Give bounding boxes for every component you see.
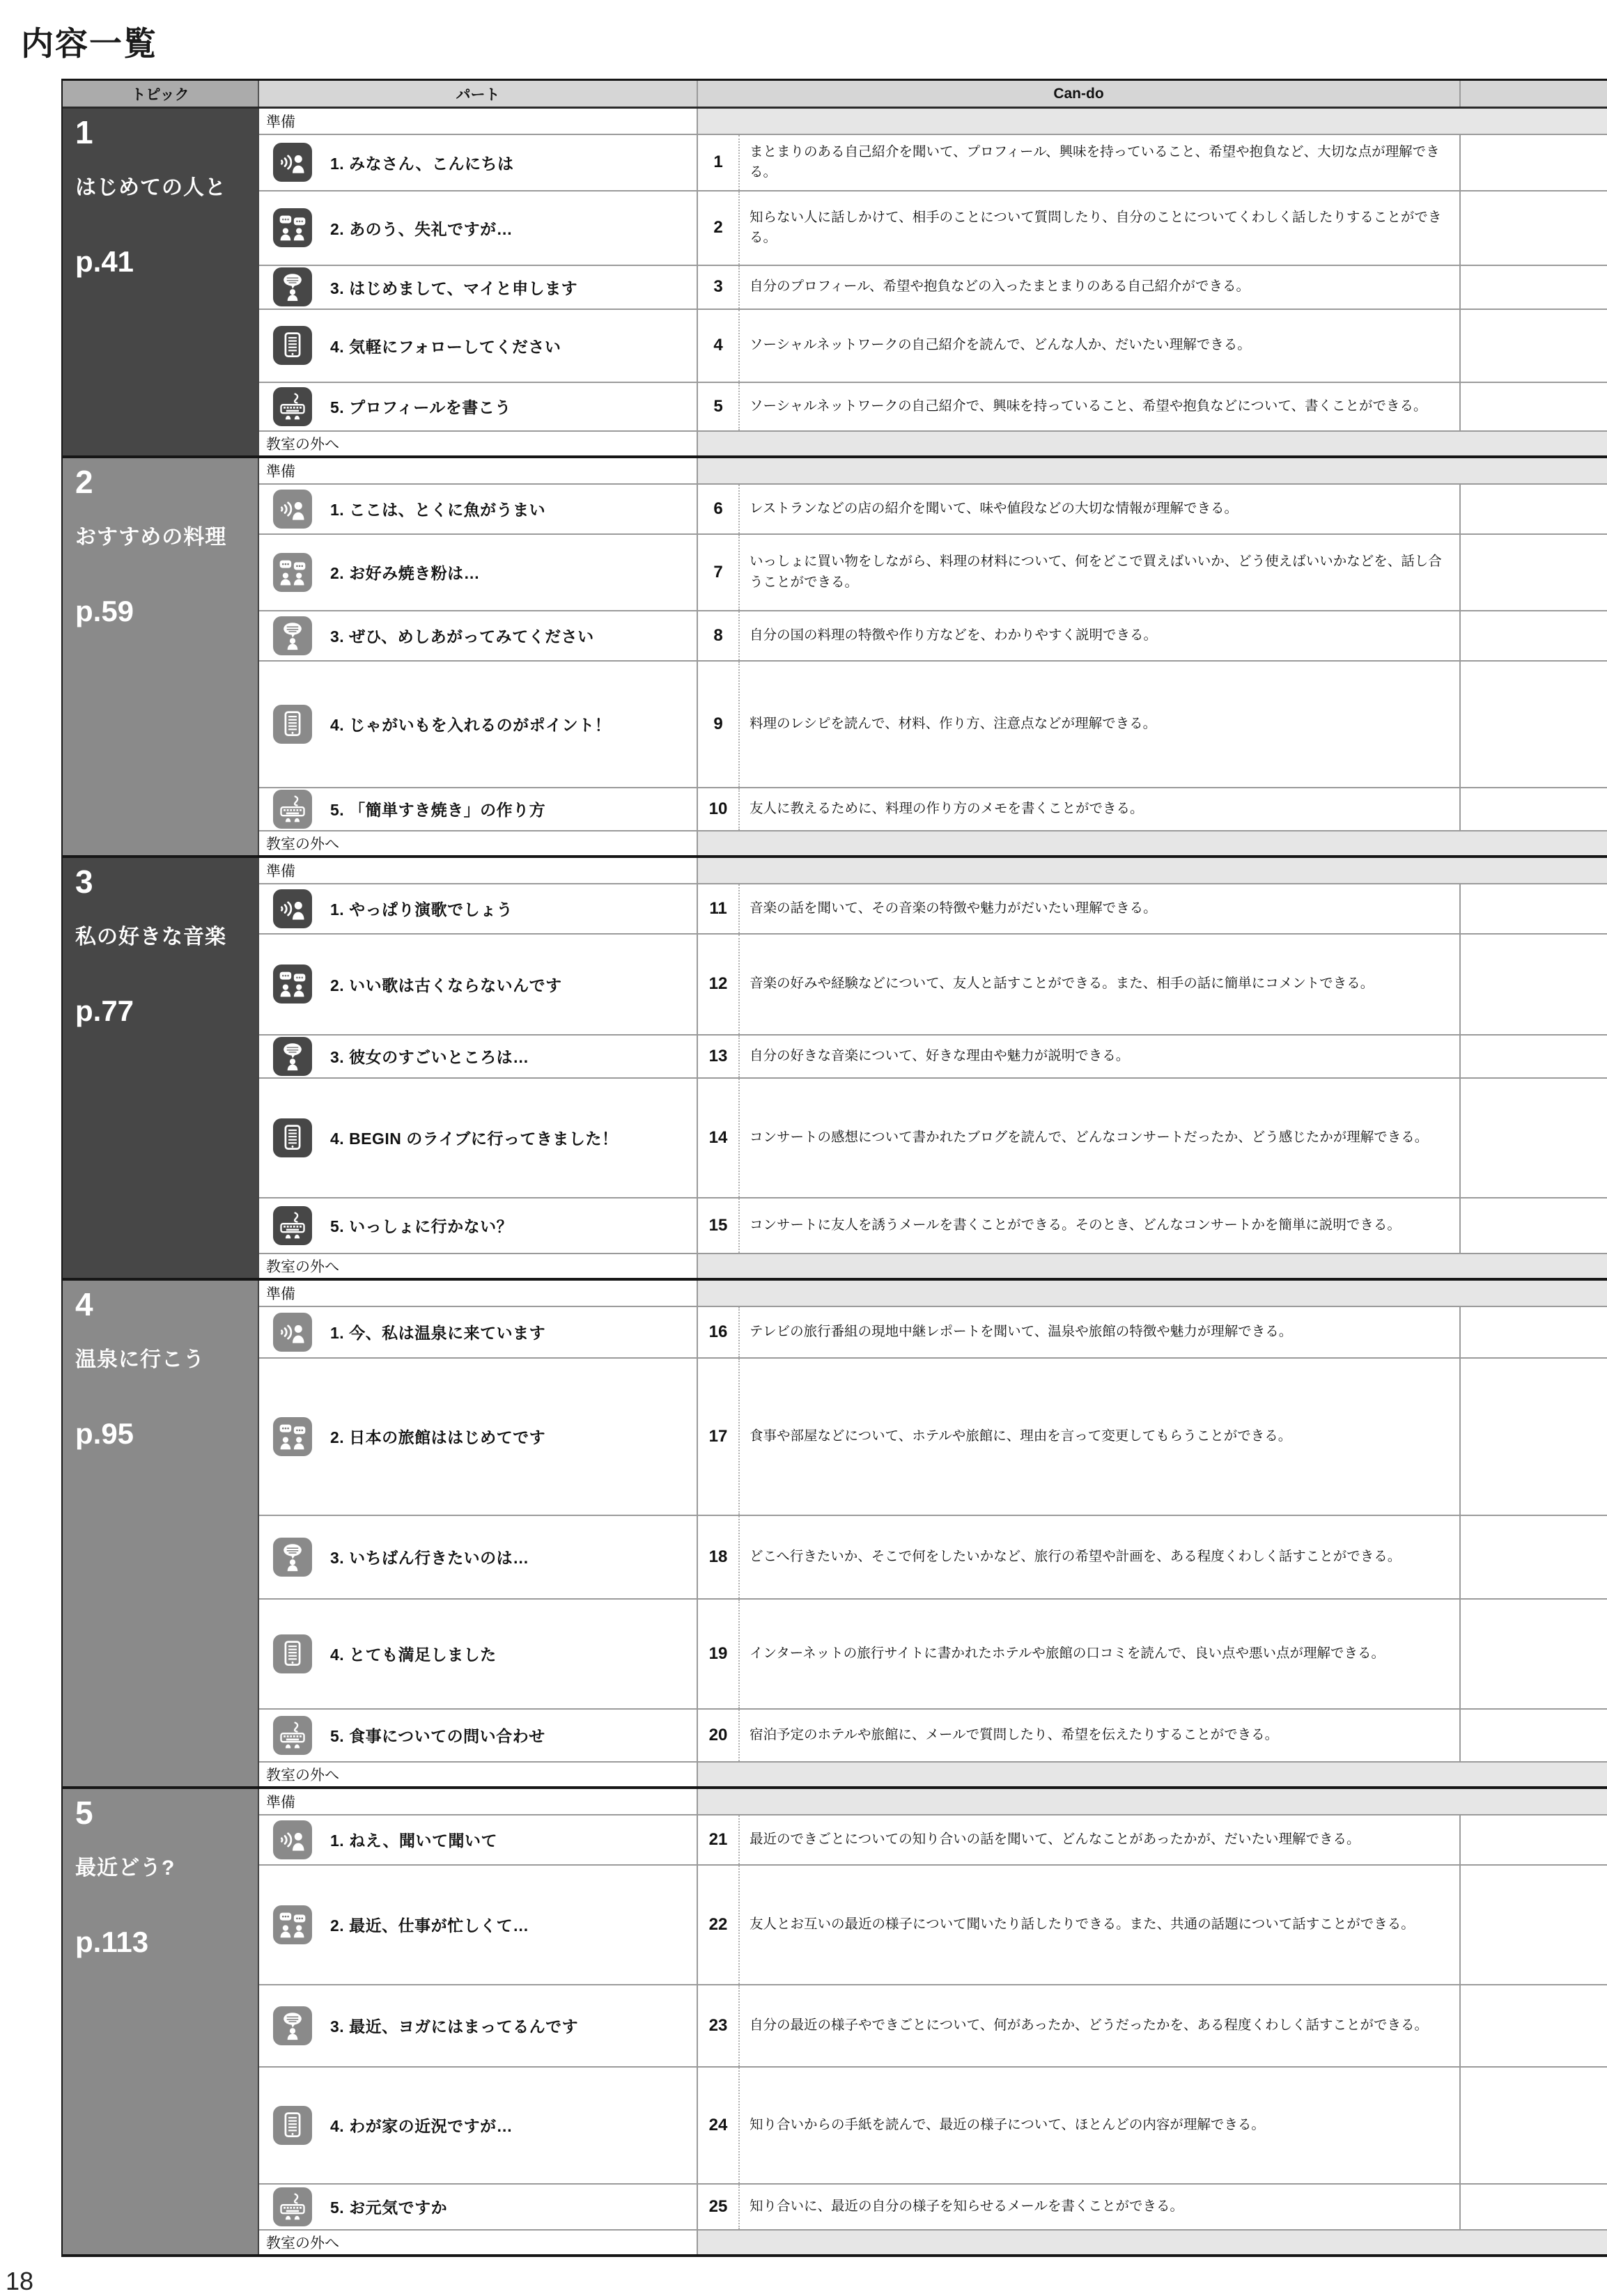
cando-text-content: まとまりのある自己紹介を聞いて、プロフィール、興味を持っていること、希望や抱負など、大切な点が理解できる。 (750, 144, 1440, 180)
conversation-icon (273, 965, 312, 1003)
topic-cell (63, 109, 259, 455)
outside-row (259, 1253, 1607, 1278)
cando-number: 24 (698, 2068, 738, 2183)
empty-cell (1459, 884, 1607, 933)
part-row (259, 1034, 1607, 1077)
outside-row-label: 教室の外へ (259, 831, 698, 855)
empty-cell (1459, 1198, 1607, 1253)
part-title: 2. 日本の旅館ははじめてです (330, 1428, 546, 1446)
cando-text (738, 611, 1459, 660)
part-row (259, 1814, 1607, 1864)
cando-text (738, 1307, 1459, 1357)
part-cell (259, 1516, 698, 1598)
topic-number: 4 (75, 1286, 93, 1322)
part-row (259, 533, 1607, 610)
prep-row (259, 458, 1607, 483)
part-title: 3. はじめまして、マイと申します (330, 279, 578, 297)
presentation-icon (273, 616, 312, 655)
contents-table (61, 79, 1607, 2257)
prep-row-shaded-area (698, 109, 1607, 134)
cando-text (738, 1516, 1459, 1598)
cando-text-content: いっしょに買い物をしながら、料理の材料について、何をどこで買えばいいか、どう使えばいいかなどを、話し合うことができる。 (750, 554, 1442, 590)
cando-text-content: 自分の国の料理の特徴や作り方などを、わかりやすく説明できる。 (750, 627, 1158, 643)
prep-row-shaded-area (698, 858, 1607, 883)
writing-icon (273, 2187, 312, 2226)
topic-number: 2 (75, 463, 93, 500)
listening-icon (273, 143, 312, 182)
cando-text (738, 383, 1459, 430)
part-cell (259, 2185, 698, 2229)
topic-cell (63, 1789, 259, 2254)
cando-text (738, 1600, 1459, 1708)
part-cell (259, 266, 698, 309)
outside-row-shaded-area (698, 831, 1607, 855)
cando-number: 4 (698, 310, 738, 382)
listening-icon (273, 1313, 312, 1352)
empty-cell (1459, 266, 1607, 309)
cando-text-content: コンサートに友人を誘うメールを書くことができる。そのとき、どんなコンサートかを簡単に説明できる。 (750, 1217, 1401, 1233)
empty-cell (1459, 611, 1607, 660)
cando-text (738, 485, 1459, 533)
cando-text (738, 1079, 1459, 1197)
cando-text (738, 935, 1459, 1034)
empty-cell (1459, 1710, 1607, 1761)
part-row (259, 1077, 1607, 1197)
cando-number: 13 (698, 1036, 738, 1077)
topic-title: 最近どう? (75, 1856, 176, 1880)
conversation-icon (273, 1417, 312, 1456)
empty-cell (1459, 2185, 1607, 2229)
cando-text-content: 宿泊予定のホテルや旅館に、メールで質問したり、希望を伝えたりすることができる。 (750, 1726, 1279, 1742)
part-cell (259, 788, 698, 830)
cando-number: 10 (698, 788, 738, 830)
cando-number: 5 (698, 383, 738, 430)
topic-cell (63, 858, 259, 1278)
cando-number: 22 (698, 1866, 738, 1984)
empty-cell (1459, 662, 1607, 787)
cando-text-content: レストランなどの店の紹介を聞いて、味や値段などの大切な情報が理解できる。 (750, 500, 1239, 516)
cando-text-content: ソーシャルネットワークの自己紹介で、興味を持っていること、希望や抱負などについて、書くことができる。 (750, 398, 1427, 414)
cando-text (738, 1710, 1459, 1761)
reading-icon (273, 1118, 312, 1157)
empty-cell (1459, 1359, 1607, 1515)
topic-page-ref: p.41 (75, 245, 134, 279)
cando-text (738, 266, 1459, 309)
cando-number: 18 (698, 1516, 738, 1598)
topic-rows (259, 458, 1607, 855)
cando-number: 12 (698, 935, 738, 1034)
cando-text-content: コンサートの感想について書かれたブログを読んで、どんなコンサートだったか、どう感じたかが理解できる。 (750, 1129, 1429, 1145)
prep-row-label: 準備 (259, 1281, 698, 1306)
part-cell (259, 662, 698, 787)
empty-cell (1459, 1866, 1607, 1984)
cando-text (738, 1815, 1459, 1864)
header-cando: Can-do (698, 81, 1461, 107)
topic-page-ref: p.77 (75, 994, 134, 1027)
cando-text (738, 535, 1459, 610)
part-title: 4. とても満足しました (330, 1646, 497, 1664)
topic-rows (259, 1789, 1607, 2254)
cando-number: 17 (698, 1359, 738, 1515)
presentation-icon (273, 267, 312, 306)
writing-icon (273, 1716, 312, 1755)
prep-row-label: 準備 (259, 858, 698, 883)
topic-section (63, 855, 1607, 1278)
topic-page-ref: p.95 (75, 1416, 134, 1450)
part-row (259, 610, 1607, 660)
outside-row-label: 教室の外へ (259, 432, 698, 455)
cando-text-content: 知り合いに、最近の自分の様子を知らせるメールを書くことができる。 (750, 2198, 1184, 2214)
header-part: パート (259, 81, 698, 107)
topic-title: はじめての人と (75, 176, 226, 200)
cando-text (738, 1866, 1459, 1984)
table-header-row (63, 81, 1607, 109)
part-title: 3. ぜひ、めしあがってみてください (330, 627, 594, 646)
conversation-icon (273, 1905, 312, 1944)
outside-row (259, 830, 1607, 855)
topic-rows (259, 109, 1607, 455)
topic-section (63, 109, 1607, 455)
cando-text-content: 友人に教えるために、料理の作り方のメモを書くことができる。 (750, 800, 1144, 816)
cando-text (738, 135, 1459, 190)
part-row (259, 483, 1607, 533)
prep-row (259, 858, 1607, 883)
part-title: 2. 最近、仕事が忙しくて… (330, 1916, 529, 1935)
writing-icon (273, 387, 312, 426)
part-cell (259, 1307, 698, 1357)
cando-text (738, 1036, 1459, 1077)
part-cell (259, 1985, 698, 2066)
part-cell (259, 535, 698, 610)
writing-icon (273, 1206, 312, 1245)
cando-text (738, 192, 1459, 265)
cando-number: 20 (698, 1710, 738, 1761)
empty-cell (1459, 310, 1607, 382)
outside-row-shaded-area (698, 1763, 1607, 1786)
part-title: 3. いちばん行きたいのは… (330, 1549, 529, 1567)
cando-number: 14 (698, 1079, 738, 1197)
part-title: 5. 「簡単すき焼き」の作り方 (330, 801, 546, 819)
part-row (259, 1197, 1607, 1253)
part-cell (259, 1198, 698, 1253)
empty-cell (1459, 485, 1607, 533)
cando-number: 6 (698, 485, 738, 533)
part-title: 3. 最近、ヨガにはまってるんです (330, 2017, 579, 2036)
reading-icon (273, 326, 312, 365)
part-cell (259, 1036, 698, 1077)
topic-title: 私の好きな音楽 (75, 925, 226, 948)
part-title: 5. お元気ですか (330, 2199, 448, 2217)
part-title: 1. 今、私は温泉に来ています (330, 1324, 546, 1342)
outside-row-label: 教室の外へ (259, 1254, 698, 1278)
part-title: 1. ここは、とくに魚がうまい (330, 501, 546, 519)
cando-number: 7 (698, 535, 738, 610)
outside-row (259, 430, 1607, 455)
empty-cell (1459, 535, 1607, 610)
cando-number: 9 (698, 662, 738, 787)
cando-number: 15 (698, 1198, 738, 1253)
listening-icon (273, 889, 312, 928)
part-row (259, 309, 1607, 382)
cando-text-content: 自分のプロフィール、希望や抱負などの入ったまとまりのある自己紹介ができる。 (750, 279, 1250, 295)
topic-number: 3 (75, 863, 93, 900)
part-title: 5. いっしょに行かない？ (330, 1217, 513, 1235)
writing-icon (273, 790, 312, 829)
cando-text-content: 自分の好きな音楽について、好きな理由や魅力が説明できる。 (750, 1047, 1130, 1063)
topic-title: 温泉に行こう (75, 1348, 205, 1371)
empty-cell (1459, 1985, 1607, 2066)
listening-icon (273, 490, 312, 529)
part-title: 4. 気軽にフォローしてください (330, 337, 561, 356)
empty-cell (1459, 788, 1607, 830)
topic-rows (259, 858, 1607, 1278)
cando-number: 16 (698, 1307, 738, 1357)
part-cell (259, 192, 698, 265)
part-title: 1. ねえ、聞いて聞いて (330, 1832, 497, 1850)
outside-row (259, 2229, 1607, 2254)
cando-text-content: テレビの旅行番組の現地中継レポートを聞いて、温泉や旅館の特徴や魅力が理解できる。 (750, 1323, 1293, 1339)
part-row (259, 1306, 1607, 1357)
cando-text-content: 知らない人に話しかけて、相手のことについて質問したり、自分のことについてくわしく話したりすることができる。 (750, 209, 1442, 245)
topic-page-ref: p.59 (75, 594, 134, 627)
topic-section (63, 1786, 1607, 2254)
cando-text (738, 2185, 1459, 2229)
cando-number: 19 (698, 1600, 738, 1708)
prep-row-label: 準備 (259, 458, 698, 483)
part-row (259, 883, 1607, 933)
topic-section (63, 1278, 1607, 1786)
outside-row-shaded-area (698, 1254, 1607, 1278)
part-cell (259, 1815, 698, 1864)
part-cell (259, 2068, 698, 2183)
prep-row (259, 109, 1607, 134)
part-row (259, 1708, 1607, 1761)
cando-text (738, 788, 1459, 830)
part-title: 5. プロフィールを書こう (330, 398, 511, 416)
part-row (259, 2183, 1607, 2229)
cando-number: 25 (698, 2185, 738, 2229)
part-cell (259, 1079, 698, 1197)
part-cell (259, 1710, 698, 1761)
presentation-icon (273, 1538, 312, 1577)
part-title: 2. お好み焼き粉は… (330, 564, 481, 582)
part-title: 4. BEGIN のライブに行ってきました！ (330, 1130, 619, 1148)
empty-cell (1459, 135, 1607, 190)
cando-text-content: 食事や部屋などについて、ホテルや旅館に、理由を言って変更してもらうことができる。 (750, 1428, 1292, 1444)
cando-number: 8 (698, 611, 738, 660)
empty-cell (1459, 192, 1607, 265)
empty-cell (1459, 1036, 1607, 1077)
cando-number: 23 (698, 1985, 738, 2066)
part-row (259, 382, 1607, 430)
part-cell (259, 485, 698, 533)
topic-cell (63, 1281, 259, 1786)
part-cell (259, 383, 698, 430)
part-row (259, 1357, 1607, 1515)
part-row (259, 190, 1607, 265)
part-row (259, 787, 1607, 830)
part-cell (259, 1600, 698, 1708)
cando-text (738, 1198, 1459, 1253)
prep-row (259, 1281, 1607, 1306)
cando-number: 11 (698, 884, 738, 933)
listening-icon (273, 1820, 312, 1859)
cando-text-content: 音楽の話を聞いて、その音楽の特徴や魅力がだいたい理解できる。 (750, 900, 1157, 916)
reading-icon (273, 705, 312, 744)
topic-section (63, 455, 1607, 855)
header-empty (1461, 81, 1607, 107)
prep-row-shaded-area (698, 1789, 1607, 1814)
reading-icon (273, 2106, 312, 2145)
prep-row-shaded-area (698, 458, 1607, 483)
cando-text-content: ソーシャルネットワークの自己紹介を読んで、どんな人か、だいたい理解できる。 (750, 337, 1251, 353)
reading-icon (273, 1634, 312, 1673)
part-title: 4. じゃがいもを入れるのがポイント！ (330, 716, 612, 734)
part-row (259, 1864, 1607, 1984)
topic-page-ref: p.113 (75, 1925, 149, 1958)
cando-number: 1 (698, 135, 738, 190)
part-title: 5. 食事についての問い合わせ (330, 1727, 545, 1745)
topic-number: 1 (75, 114, 93, 150)
part-cell (259, 135, 698, 190)
part-title: 2. いい歌は古くならないんです (330, 976, 562, 994)
cando-text (738, 2068, 1459, 2183)
cando-text (738, 662, 1459, 787)
part-cell (259, 310, 698, 382)
cando-number: 2 (698, 192, 738, 265)
part-row (259, 933, 1607, 1034)
outside-row-shaded-area (698, 2231, 1607, 2254)
conversation-icon (273, 553, 312, 592)
topic-title: おすすめの料理 (75, 525, 227, 549)
part-cell (259, 1866, 698, 1984)
empty-cell (1459, 1079, 1607, 1197)
table-body (63, 109, 1607, 2254)
cando-text (738, 310, 1459, 382)
presentation-icon (273, 1037, 312, 1076)
outside-row (259, 1761, 1607, 1786)
part-cell (259, 935, 698, 1034)
part-title: 3. 彼女のすごいところは… (330, 1048, 529, 1066)
cando-text-content: 知り合いからの手紙を読んで、最近の様子について、ほとんどの内容が理解できる。 (750, 2116, 1265, 2132)
part-cell (259, 611, 698, 660)
page-number: 18 (6, 2266, 34, 2295)
empty-cell (1459, 1307, 1607, 1357)
part-row (259, 265, 1607, 309)
empty-cell (1459, 1516, 1607, 1598)
outside-row-shaded-area (698, 432, 1607, 455)
part-row (259, 1598, 1607, 1708)
prep-row-label: 準備 (259, 1789, 698, 1814)
part-title: 2. あのう、失礼ですが… (330, 219, 513, 238)
part-cell (259, 1359, 698, 1515)
part-row (259, 1984, 1607, 2066)
empty-cell (1459, 1600, 1607, 1708)
part-title: 1. みなさん、こんにちは (330, 154, 514, 173)
topic-cell (63, 458, 259, 855)
part-title: 4. わが家の近況ですが… (330, 2117, 513, 2135)
empty-cell (1459, 2068, 1607, 2183)
conversation-icon (273, 208, 312, 247)
topic-rows (259, 1281, 1607, 1786)
prep-row-label: 準備 (259, 109, 698, 134)
part-title: 1. やっぱり演歌でしょう (330, 900, 513, 919)
cando-text-content: 自分の最近の様子やできごとについて、何があったか、どうだったかを、ある程度くわしく話すことができる。 (750, 2017, 1429, 2033)
topic-number: 5 (75, 1794, 93, 1831)
prep-row (259, 1789, 1607, 1814)
page-title: 内容一覧 (21, 25, 157, 62)
cando-text-content: どこへ行きたいか、そこで何をしたいかなど、旅行の希望や計画を、ある程度くわしく話すことができる。 (750, 1548, 1402, 1564)
cando-text-content: インターネットの旅行サイトに書かれたホテルや旅館の口コミを読んで、良い点や悪い点が理解できる。 (750, 1645, 1385, 1661)
part-row (259, 134, 1607, 190)
cando-text-content: 友人とお互いの最近の様子について聞いたり話したりできる。また、共通の話題について話すことができる。 (750, 1916, 1415, 1932)
cando-text (738, 1985, 1459, 2066)
header-topic: トピック (63, 81, 259, 107)
outside-row-label: 教室の外へ (259, 2231, 698, 2254)
cando-text-content: 料理のレシピを読んで、材料、作り方、注意点などが理解できる。 (750, 715, 1157, 731)
part-cell (259, 884, 698, 933)
outside-row-label: 教室の外へ (259, 1763, 698, 1786)
cando-text-content: 音楽の好みや経験などについて、友人と話すことができる。また、相手の話に簡単にコメントできる。 (750, 976, 1374, 992)
empty-cell (1459, 383, 1607, 430)
cando-number: 3 (698, 266, 738, 309)
part-row (259, 1515, 1607, 1598)
cando-text-content: 最近のできごとについての知り合いの話を聞いて、どんなことがあったかが、だいたい理解できる。 (750, 1831, 1360, 1847)
cando-number: 21 (698, 1815, 738, 1864)
part-row (259, 2066, 1607, 2183)
prep-row-shaded-area (698, 1281, 1607, 1306)
cando-text (738, 884, 1459, 933)
empty-cell (1459, 935, 1607, 1034)
presentation-icon (273, 2006, 312, 2045)
cando-text (738, 1359, 1459, 1515)
empty-cell (1459, 1815, 1607, 1864)
part-row (259, 660, 1607, 787)
